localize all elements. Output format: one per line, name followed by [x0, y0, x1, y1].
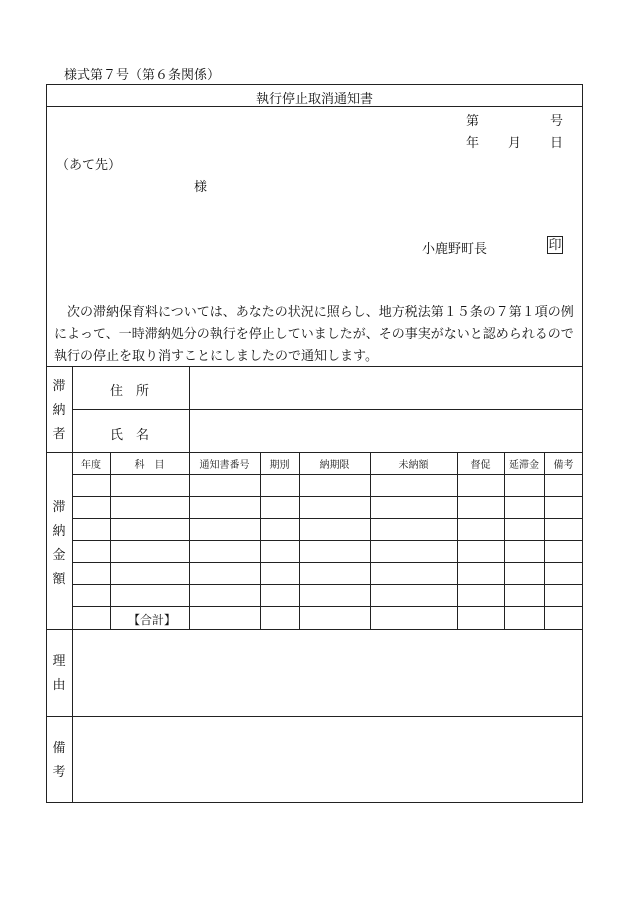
divider — [260, 452, 261, 629]
divider — [72, 584, 583, 585]
form-frame — [46, 84, 583, 803]
debtor-section-label: 滞納者 — [52, 379, 66, 442]
divider — [72, 518, 583, 519]
column-header-remarks: 備考 — [553, 460, 574, 471]
total-label: 【合計】 — [128, 613, 177, 627]
doc-number-suffix: 号 — [550, 114, 564, 129]
column-header-due-date: 納期限 — [319, 460, 350, 471]
divider — [189, 366, 190, 452]
addressee-label: （あて先） — [56, 158, 122, 173]
reason-label: 理由 — [52, 654, 66, 693]
column-header-notice-number: 通知書番号 — [199, 460, 250, 471]
divider — [299, 452, 300, 629]
divider — [110, 452, 111, 629]
body-text: 次の滞納保育料については、あなたの状況に照らし、地方税法第１５条の７第１項の例によって、一時滞納処分の執行を停止していましたが、その事実がないと認められるので執行の停止を取り消すことにしましたので通知します。 — [54, 305, 574, 364]
divider — [72, 474, 583, 475]
form-label: 様式第７号（第６条関係） — [64, 68, 221, 83]
divider — [189, 452, 190, 629]
seal-mark: 印 — [548, 238, 562, 253]
document-title: 執行停止取消通知書 — [255, 92, 373, 107]
date-day: 日 — [550, 136, 564, 151]
name-label: 氏 名 — [110, 428, 150, 443]
issuer-name: 小鹿野町長 — [422, 242, 488, 257]
amount-section-label: 滞納金額 — [52, 500, 66, 587]
column-header-item: 科 目 — [134, 460, 165, 471]
addressee-honorific: 様 — [194, 180, 208, 195]
column-header-period: 期別 — [269, 460, 290, 471]
divider — [72, 606, 583, 607]
divider — [72, 409, 583, 410]
divider — [544, 452, 545, 629]
divider — [72, 540, 583, 541]
divider — [504, 452, 505, 629]
column-header-unpaid-amount: 未納額 — [398, 460, 429, 471]
date-year: 年 — [466, 136, 480, 151]
remarks-label: 備考 — [52, 741, 66, 780]
column-header-late-fee: 延滞金 — [509, 460, 539, 471]
divider — [46, 452, 583, 453]
column-header-fiscal-year: 年度 — [81, 460, 101, 471]
divider — [370, 452, 371, 629]
address-label: 住 所 — [110, 384, 150, 399]
divider — [46, 629, 583, 630]
divider — [457, 452, 458, 629]
divider — [72, 562, 583, 563]
divider — [46, 716, 583, 717]
divider — [72, 496, 583, 497]
date-month: 月 — [508, 136, 522, 151]
doc-number-prefix: 第 — [466, 114, 480, 129]
column-header-demand: 督促 — [470, 460, 491, 471]
divider — [72, 366, 73, 803]
